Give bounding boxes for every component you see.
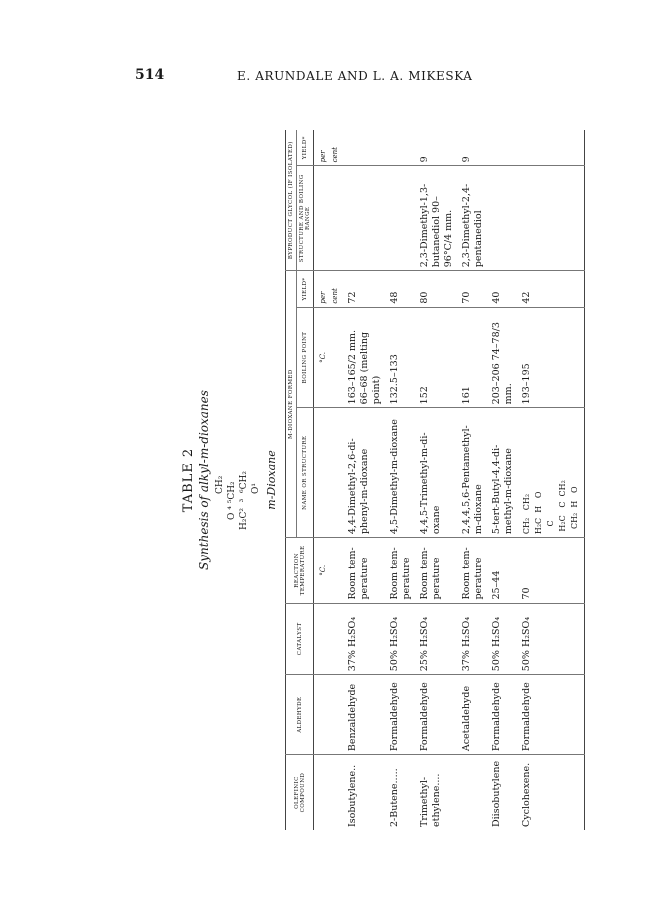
cell-yield: 72 [344,271,386,307]
cell-glycol-yield [488,130,518,166]
cell-glycol [488,166,518,271]
cell-temp: Room tem- perature [416,538,458,603]
cell-glycol-yield: 9 [416,130,458,166]
cell-bp: 203–206 74–78/3 mm. [488,307,518,408]
cell-glycol: 2,3-Dimethyl-1,3- butanediol 90–96°C/4 mm. [416,166,458,271]
unit-temp: °C. [314,538,345,603]
running-header-authors: E. ARUNDALE AND L. A. MIKESKA [237,69,473,83]
col-group-dioxane: M-DIOXANE FORMED [286,271,297,538]
cell-glycol-yield [518,130,585,166]
col-bp: BOILING POINT [297,307,314,408]
col-yield: YIELD* [297,271,314,307]
rotated-table-block [85,130,579,830]
cell-name: 5-tert-Butyl-4,4-di- methyl-m-dioxane [488,408,518,538]
cell-temp: 25–44 [488,538,518,603]
col-olefin: OLEFINIC COMPOUND [293,772,306,813]
cell-glycol-yield [386,130,416,166]
cell-temp: 70 [518,538,585,603]
cell-olefin: Cyclohexene. [521,762,532,827]
unit-yield: per cent [314,271,345,307]
cell-catalyst: 50% H₂SO₄ [488,603,518,675]
cell-name: 4,4-Dimethyl-2,6-di- phenyl-m-dioxane [344,408,386,538]
structure-line-2: O ⁴ ⁵CH₂ [227,481,237,520]
table-row [518,130,585,830]
table-row [344,130,386,830]
cell-aldehyde: Formaldehyde [416,675,458,755]
cell-name-cyclic-structure: CH₂ CH₂ H₂C H O C H₂C C CH₂ CH₂ H O [518,408,585,538]
cell-name: 4,5-Dimethyl-m-dioxane [386,408,416,538]
cell-catalyst: 50% H₂SO₄ [518,603,585,675]
table-row [386,130,416,830]
cell-aldehyde: Formaldehyde [488,675,518,755]
table-row [416,130,458,830]
col-name: NAME OR STRUCTURE [297,408,314,538]
cell-yield: 80 [416,271,458,307]
cell-temp: Room tem- perature [344,538,386,603]
page-number: 514 [135,67,165,83]
cell-temp: Room tem- perature [386,538,416,603]
cell-yield: 48 [386,271,416,307]
cell-bp: 132.5–133 [386,307,416,408]
cell-olefin: 2-Butene..... [389,768,400,827]
cell-aldehyde: Benzaldehyde [344,675,386,755]
cell-olefin: Diisobutylene [491,760,502,827]
cell-name: 4,4,5-Trimethyl-m-di- oxane [416,408,458,538]
unit-bp: °C. [314,307,345,408]
structure-line-1: CH₂ [215,475,225,494]
cell-aldehyde: Acetaldehyde [458,675,488,755]
cell-olefin: Isobutylene.. [347,764,358,827]
cell-bp: 152 [416,307,458,408]
col-group-glycol: BYPRODUCT GLYCOL (IF ISOLATED) [286,130,297,271]
cell-olefin: Trimethyl- ethylene.... [419,773,442,827]
cell-yield: 40 [488,271,518,307]
cell-catalyst: 37% H₂SO₄ [344,603,386,675]
col-glycol-structure: STRUCTURE AND BOILING RANGE [297,166,314,271]
structure-name: m-Dioxane [265,450,278,510]
cell-catalyst: 37% H₂SO₄ [458,603,488,675]
cell-yield: 42 [518,271,585,307]
cell-glycol: 2,3-Dimethyl-2,4- pentanediol [458,166,488,271]
cell-yield: 70 [458,271,488,307]
cell-name: 2,4,4,5,6-Pentamethyl- m-dioxane [458,408,488,538]
cell-olefin [458,755,488,830]
cell-bp: 161 [458,307,488,408]
cell-glycol [386,166,416,271]
cell-aldehyde: Formaldehyde [386,675,416,755]
table-caption: Synthesis of alkyl-m-dioxanes [197,390,211,570]
table-label: TABLE 2 [181,447,196,513]
cell-glycol-yield [344,130,386,166]
col-temp: REACTION TEMPERATURE [286,538,314,603]
structure-line-4: O¹ [251,483,261,494]
cell-glycol-yield: 9 [458,130,488,166]
cell-aldehyde: Formaldehyde [518,675,585,755]
col-glycol-yield: YIELD* [297,130,314,166]
cell-catalyst: 50% H₂SO₄ [386,603,416,675]
cell-temp: Room tem- perature [458,538,488,603]
unit-glycol-yield: per cent [314,130,345,166]
cell-glycol [518,166,585,271]
cell-glycol [344,166,386,271]
synthesis-table [285,130,585,830]
table-row [488,130,518,830]
cell-bp: 163–165/2 mm. 66–68 (melting point) [344,307,386,408]
cell-bp: 193–195 [518,307,585,408]
col-aldehyde: ALDEHYDE [286,675,314,755]
structure-line-3: H₂C² ³ ⁶CH₂ [239,471,249,530]
table-row [458,130,488,830]
cell-catalyst: 25% H₂SO₄ [416,603,458,675]
col-catalyst: CATALYST [286,603,314,675]
